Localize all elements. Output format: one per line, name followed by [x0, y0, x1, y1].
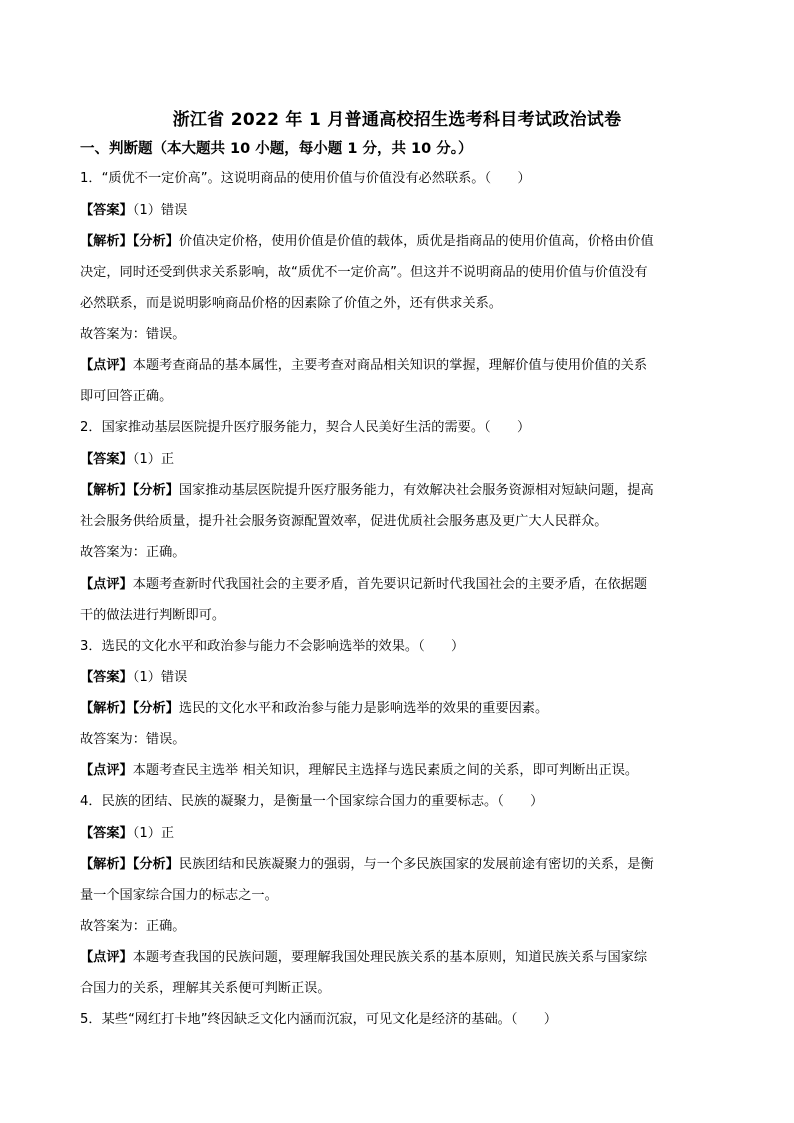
- comment-label: 【点评】: [80, 950, 133, 965]
- question-4: 4．民族的团结、民族的凝聚力，是衡量一个国家综合国力的重要标志。（ ）: [80, 794, 544, 809]
- comment-label: 【点评】: [80, 577, 133, 592]
- answer-text: （1）正: [132, 452, 175, 467]
- answer-2: [80, 448, 174, 467]
- answer-4: [80, 822, 174, 841]
- comment-2-line-2: 干的做法进行判断即可。: [80, 608, 226, 623]
- analysis-4-line-2: 量一个国家综合国力的标志之一。: [80, 888, 278, 903]
- analysis-text: 选民的文化水平和政治参与能力是影响选举的效果的重要因素。: [178, 701, 549, 716]
- question-1: 1．“质优不一定价高”。这说明商品的使用价值与价值没有必然联系。（ ）: [80, 171, 531, 186]
- answer-text: （1）正: [132, 826, 175, 841]
- comment-4-line-1: [80, 946, 647, 965]
- comment-1-line-1: [80, 354, 647, 373]
- conclusion-3: 故答案为：错误。: [80, 732, 186, 747]
- analysis-label: 【解析】【分析】: [80, 857, 179, 872]
- analysis-4-line-1: [80, 853, 654, 872]
- conclusion-4: 故答案为：正确。: [80, 919, 186, 934]
- conclusion-1: 故答案为：错误。: [80, 327, 186, 342]
- analysis-2-line-1: [80, 479, 654, 498]
- answer-label: 【答案】: [80, 452, 133, 467]
- comment-4-line-2: 合国力的关系，理解其关系便可判断正误。: [80, 981, 331, 996]
- analysis-1-line-2: 决定，同时还受到供求关系影响，故“质优不一定价高”。但这并不说明商品的使用价值与价值没有: [80, 265, 648, 280]
- answer-label: 【答案】: [80, 670, 133, 685]
- analysis-text: 国家推动基层医院提升医疗服务能力，有效解决社会服务资源相对短缺问题，提高: [178, 483, 654, 498]
- analysis-label: 【解析】【分析】: [80, 483, 179, 498]
- analysis-1-line-3: 必然联系，而是说明影响商品价格的因素除了价值之外，还有供求关系。: [80, 296, 502, 311]
- analysis-label: 【解析】【分析】: [80, 234, 179, 249]
- question-5: 5．某些“网红打卡地”终因缺乏文化内涵而沉寂，可见文化是经济的基础。（ ）: [80, 1012, 558, 1027]
- answer-text: （1）错误: [132, 670, 188, 685]
- question-2: 2．国家推动基层医院提升医疗服务能力，契合人民美好生活的需要。（ ）: [80, 420, 531, 435]
- analysis-label: 【解析】【分析】: [80, 701, 179, 716]
- answer-label: 【答案】: [80, 203, 133, 218]
- answer-3: [80, 666, 187, 685]
- comment-1-line-2: 即可回答正确。: [80, 389, 173, 404]
- answer-text: （1）错误: [132, 203, 188, 218]
- comment-text: 本题考查我国的民族问题，要理解我国处理民族关系的基本原则，知道民族关系与国家综: [132, 950, 648, 965]
- comment-text: 本题考查新时代我国社会的主要矛盾，首先要识记新时代我国社会的主要矛盾，在依据题: [132, 577, 648, 592]
- comment-text: 本题考查商品的基本属性，主要考查对商品相关知识的掌握，理解价值与使用价值的关系: [132, 358, 648, 373]
- page-title: 浙江省 2022 年 1 月普通高校招生选考科目考试政治试卷: [172, 110, 622, 130]
- comment-label: 【点评】: [80, 358, 133, 373]
- comment-2-line-1: [80, 573, 647, 592]
- answer-label: 【答案】: [80, 826, 133, 841]
- analysis-3-line-1: [80, 697, 548, 716]
- answer-1: [80, 199, 187, 218]
- analysis-text: 价值决定价格，使用价值是价值的载体，质优是指商品的使用价值高，价格由价值: [178, 234, 654, 249]
- analysis-2-line-2: 社会服务供给质量，提升社会服务资源配置效率，促进优质社会服务惠及更广大人民群众。: [80, 514, 608, 529]
- comment-label: 【点评】: [80, 763, 133, 778]
- analysis-1-line-1: [80, 230, 654, 249]
- conclusion-2: 故答案为：正确。: [80, 545, 186, 560]
- comment-3-line-1: [80, 759, 638, 778]
- comment-text: 本题考查民主选举 相关知识，理解民主选择与选民素质之间的关系，即可判断出正误。: [132, 763, 639, 778]
- question-3: 3．选民的文化水平和政治参与能力不会影响选举的效果。（ ）: [80, 639, 465, 654]
- analysis-text: 民族团结和民族凝聚力的强弱，与一个多民族国家的发展前途有密切的关系，是衡: [178, 857, 654, 872]
- section-heading: 一、判断题（本大题共 10 小题，每小题 1 分，共 10 分。）: [80, 141, 473, 157]
